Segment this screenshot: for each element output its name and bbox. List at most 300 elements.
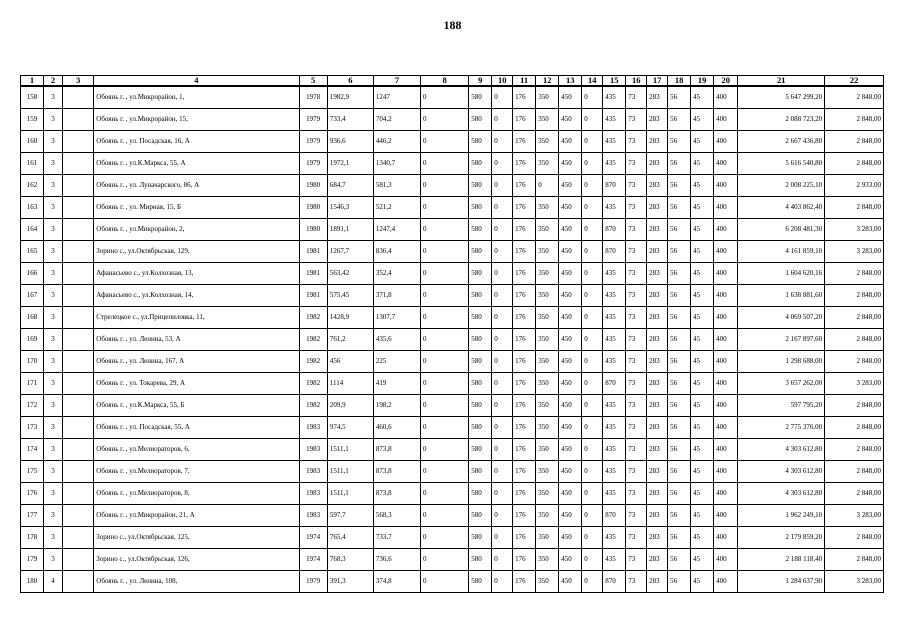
table-cell: 1983 <box>299 461 327 483</box>
table-cell: 400 <box>714 219 738 241</box>
table-cell: 3 <box>44 505 63 527</box>
table-cell: 169 <box>21 329 44 351</box>
table-cell: 0 <box>421 461 469 483</box>
table-cell: 2 848,00 <box>825 109 884 131</box>
table-cell: 0 <box>582 241 603 263</box>
table-cell: 580 <box>469 131 492 153</box>
table-cell: 435 <box>603 351 626 373</box>
table-cell: 580 <box>469 417 492 439</box>
table-cell: 2 848,00 <box>825 461 884 483</box>
table-cell: 176 <box>513 175 536 197</box>
table-cell: 350 <box>536 439 559 461</box>
table-cell: 56 <box>668 417 691 439</box>
column-header: 18 <box>668 76 691 87</box>
table-cell: 450 <box>559 153 582 175</box>
table-cell: 350 <box>536 109 559 131</box>
table-cell: 3 <box>44 197 63 219</box>
table-cell: 873,8 <box>373 461 420 483</box>
table-cell: 45 <box>691 571 714 593</box>
table-cell: 176 <box>513 417 536 439</box>
table-cell: 350 <box>536 571 559 593</box>
table-cell: Обоянь г. , ул.Микрорайон, 15, <box>94 109 299 131</box>
table-cell: 435 <box>603 285 626 307</box>
table-cell <box>62 527 93 549</box>
table-cell: 176 <box>513 219 536 241</box>
table-cell: 0 <box>492 549 513 571</box>
table-cell: 176 <box>513 307 536 329</box>
table-cell: 450 <box>559 505 582 527</box>
table-cell: 0 <box>492 395 513 417</box>
table-cell: 3 <box>44 131 63 153</box>
table-cell: Обоянь г. , ул. Токарева, 29, А <box>94 373 299 395</box>
table-cell: 0 <box>492 373 513 395</box>
table-cell: 3 <box>44 153 63 175</box>
table-cell: 450 <box>559 131 582 153</box>
table-row <box>21 549 884 571</box>
table-cell: 1 962 249,10 <box>738 505 825 527</box>
table-cell: 350 <box>536 417 559 439</box>
table-cell: Обоянь г. , ул.Микрорайон, 21, А <box>94 505 299 527</box>
table-cell: 171 <box>21 373 44 395</box>
table-cell: 1267,7 <box>327 241 373 263</box>
table-cell: 450 <box>559 109 582 131</box>
table-cell: 1979 <box>299 109 327 131</box>
table-cell: 56 <box>668 505 691 527</box>
table-cell: 45 <box>691 285 714 307</box>
table-cell: 521,2 <box>373 197 420 219</box>
table-cell: 374,8 <box>373 571 420 593</box>
table-cell: 435 <box>603 131 626 153</box>
table-header-row <box>21 76 884 87</box>
table-cell: 450 <box>559 373 582 395</box>
table-row <box>21 109 884 131</box>
table-cell: 0 <box>492 571 513 593</box>
table-cell: 45 <box>691 86 714 109</box>
table-cell: 45 <box>691 505 714 527</box>
table-cell: 400 <box>714 351 738 373</box>
table-cell: 350 <box>536 307 559 329</box>
table-cell: 400 <box>714 263 738 285</box>
table-cell: 2 848,00 <box>825 329 884 351</box>
column-header: 10 <box>492 76 513 87</box>
table-cell: 3 <box>44 263 63 285</box>
table-cell: 2 848,00 <box>825 197 884 219</box>
table-cell: 450 <box>559 175 582 197</box>
table-cell <box>62 549 93 571</box>
table-cell: 0 <box>421 439 469 461</box>
table-cell: 400 <box>714 197 738 219</box>
table-cell: 73 <box>626 153 647 175</box>
table-cell: 1 638 881,60 <box>738 285 825 307</box>
table-cell: 0 <box>582 351 603 373</box>
table-cell: 765,4 <box>327 527 373 549</box>
table-cell: 1982 <box>299 351 327 373</box>
table-cell: 0 <box>421 417 469 439</box>
table-cell <box>62 461 93 483</box>
table-body <box>21 86 884 593</box>
table-cell: 350 <box>536 219 559 241</box>
table-cell: 198,2 <box>373 395 420 417</box>
table-cell: 400 <box>714 86 738 109</box>
table-cell: 0 <box>421 505 469 527</box>
table-cell: 56 <box>668 285 691 307</box>
table-cell: 580 <box>469 175 492 197</box>
table-cell: 1307,7 <box>373 307 420 329</box>
table-cell: 0 <box>492 131 513 153</box>
table-cell: 0 <box>492 483 513 505</box>
table-cell: 3 283,00 <box>825 241 884 263</box>
table-cell: 1982 <box>299 329 327 351</box>
table-cell: 73 <box>626 549 647 571</box>
table-cell: 350 <box>536 241 559 263</box>
table-cell: 0 <box>421 285 469 307</box>
table-cell: 0 <box>492 505 513 527</box>
table-cell: Обоянь г. , ул.К.Маркса, 55, А <box>94 153 299 175</box>
table-cell: 56 <box>668 86 691 109</box>
table-cell: Обоянь г. , ул. Ленина, 167, А <box>94 351 299 373</box>
table-cell: 3 <box>44 175 63 197</box>
table-cell: 176 <box>513 439 536 461</box>
table-cell: Обоянь г. , ул.Мелиораторов, 7, <box>94 461 299 483</box>
table-cell: 73 <box>626 417 647 439</box>
table-cell: 2 008 225,10 <box>738 175 825 197</box>
table-row <box>21 505 884 527</box>
table-cell: 283 <box>647 86 668 109</box>
table-cell: 1981 <box>299 241 327 263</box>
table-cell: 73 <box>626 263 647 285</box>
table-cell: 45 <box>691 153 714 175</box>
table-cell: 56 <box>668 439 691 461</box>
table-cell: 2 848,00 <box>825 549 884 571</box>
table-cell: 176 <box>513 153 536 175</box>
table-cell: 1114 <box>327 373 373 395</box>
table-cell: 0 <box>582 109 603 131</box>
table-cell: 45 <box>691 263 714 285</box>
table-cell: 0 <box>582 373 603 395</box>
column-header: 4 <box>94 76 299 87</box>
column-header: 14 <box>582 76 603 87</box>
table-cell: 0 <box>492 439 513 461</box>
table-cell: 3 <box>44 417 63 439</box>
table-cell: 160 <box>21 131 44 153</box>
table-cell: 0 <box>421 197 469 219</box>
table-cell: 435 <box>603 549 626 571</box>
table-cell: 3 <box>44 241 63 263</box>
table-cell: 736,6 <box>373 549 420 571</box>
table-cell: 435 <box>603 483 626 505</box>
table-cell: 2 933,00 <box>825 175 884 197</box>
table-cell: 581,3 <box>373 175 420 197</box>
table-cell: 4 403 862,40 <box>738 197 825 219</box>
table-cell: 168 <box>21 307 44 329</box>
table-cell: Обоянь г. , ул. Мирная, 15, Б <box>94 197 299 219</box>
table-cell: 873,8 <box>373 439 420 461</box>
table-cell: 0 <box>421 131 469 153</box>
table-cell: 173 <box>21 417 44 439</box>
table-cell: 3 <box>44 549 63 571</box>
table-cell: 176 <box>513 197 536 219</box>
table-cell: 73 <box>626 373 647 395</box>
table-cell: 450 <box>559 86 582 109</box>
table-cell: 0 <box>582 461 603 483</box>
table-cell: 2 848,00 <box>825 351 884 373</box>
table-cell: 580 <box>469 505 492 527</box>
table-cell: 2 848,00 <box>825 439 884 461</box>
table-cell: 283 <box>647 483 668 505</box>
table-cell: 73 <box>626 86 647 109</box>
housing-register-table <box>20 75 884 593</box>
table-cell: Обоянь г. , ул. Ленина, 53, А <box>94 329 299 351</box>
table-cell: 400 <box>714 241 738 263</box>
table-cell: 450 <box>559 395 582 417</box>
table-cell: 450 <box>559 571 582 593</box>
table-cell: 0 <box>492 351 513 373</box>
table-cell: 1979 <box>299 153 327 175</box>
table-cell: 0 <box>421 351 469 373</box>
table-cell: Афанасьево с., ул.Колхозная, 13, <box>94 263 299 285</box>
table-cell: 0 <box>492 197 513 219</box>
table-row <box>21 417 884 439</box>
table-cell: 56 <box>668 153 691 175</box>
table-cell: 0 <box>582 219 603 241</box>
table-cell: 283 <box>647 109 668 131</box>
table-cell: 56 <box>668 307 691 329</box>
table-cell: 176 <box>513 483 536 505</box>
table-cell: 371,8 <box>373 285 420 307</box>
table-cell: 3 283,00 <box>825 373 884 395</box>
table-cell: 3 <box>44 483 63 505</box>
table-cell: 1340,7 <box>373 153 420 175</box>
table-cell: 435 <box>603 307 626 329</box>
table-cell: 597 795,20 <box>738 395 825 417</box>
table-cell: 580 <box>469 153 492 175</box>
table-cell: 350 <box>536 505 559 527</box>
table-cell: 56 <box>668 395 691 417</box>
table-cell: 0 <box>582 285 603 307</box>
table-cell: 580 <box>469 351 492 373</box>
table-cell: 400 <box>714 373 738 395</box>
table-cell: 450 <box>559 483 582 505</box>
table-cell: 580 <box>469 549 492 571</box>
table-cell: 2 775 376,00 <box>738 417 825 439</box>
table-cell: 580 <box>469 86 492 109</box>
table-cell: 400 <box>714 153 738 175</box>
table-cell: 0 <box>582 153 603 175</box>
table-cell: 73 <box>626 131 647 153</box>
table-cell: 283 <box>647 263 668 285</box>
table-cell: 158 <box>21 86 44 109</box>
table-row <box>21 461 884 483</box>
table-cell: 435 <box>603 109 626 131</box>
table-cell: 400 <box>714 483 738 505</box>
column-header: 6 <box>327 76 373 87</box>
table-cell: 225 <box>373 351 420 373</box>
table-cell: 176 <box>513 571 536 593</box>
table-cell: 45 <box>691 175 714 197</box>
table-cell: 283 <box>647 395 668 417</box>
table-cell: 435 <box>603 329 626 351</box>
table-cell: 0 <box>421 241 469 263</box>
column-header: 12 <box>536 76 559 87</box>
table-cell: 56 <box>668 263 691 285</box>
table-cell <box>62 373 93 395</box>
table-cell: 2 179 859,20 <box>738 527 825 549</box>
table-cell: 733,7 <box>373 527 420 549</box>
table-cell: 597,7 <box>327 505 373 527</box>
table-cell <box>62 219 93 241</box>
table-cell: 450 <box>559 263 582 285</box>
column-header: 3 <box>62 76 93 87</box>
table-cell: 0 <box>421 549 469 571</box>
table-cell: 1891,1 <box>327 219 373 241</box>
table-cell: 870 <box>603 175 626 197</box>
table-cell: 2 848,00 <box>825 131 884 153</box>
table-cell: 3 <box>44 439 63 461</box>
table-cell: 0 <box>582 505 603 527</box>
table-cell: 580 <box>469 241 492 263</box>
table-cell: Обоянь г. , ул.Мелиораторов, 6, <box>94 439 299 461</box>
table-cell: Афанасьево с., ул.Колхозная, 14, <box>94 285 299 307</box>
table-cell: 435 <box>603 153 626 175</box>
table-cell: 400 <box>714 175 738 197</box>
table-cell: 435,6 <box>373 329 420 351</box>
table-cell: 350 <box>536 549 559 571</box>
table-cell: 56 <box>668 483 691 505</box>
table-row <box>21 285 884 307</box>
table-cell: 400 <box>714 109 738 131</box>
table-cell: 176 <box>21 483 44 505</box>
table-cell: 350 <box>536 285 559 307</box>
table-cell: 3 283,00 <box>825 571 884 593</box>
table-cell: 435 <box>603 527 626 549</box>
table-cell: 0 <box>582 527 603 549</box>
column-header: 8 <box>421 76 469 87</box>
table-row <box>21 263 884 285</box>
table-cell: 400 <box>714 307 738 329</box>
table-cell: 45 <box>691 131 714 153</box>
table-cell: 4 <box>44 571 63 593</box>
column-header: 2 <box>44 76 63 87</box>
table-cell: 176 <box>513 395 536 417</box>
table-cell: 283 <box>647 153 668 175</box>
table-cell: Обоянь г. , ул.К.Маркса, 55, Б <box>94 395 299 417</box>
table-cell: 283 <box>647 197 668 219</box>
table-row <box>21 241 884 263</box>
table-cell: 3 657 262,00 <box>738 373 825 395</box>
table-cell: 176 <box>513 527 536 549</box>
table-row <box>21 571 884 593</box>
table-cell: 3 <box>44 285 63 307</box>
table-cell <box>62 153 93 175</box>
table-cell: 768,3 <box>327 549 373 571</box>
table-cell: 1983 <box>299 417 327 439</box>
column-header: 7 <box>373 76 420 87</box>
table-cell: Обоянь г. , ул. Ленина, 108, <box>94 571 299 593</box>
table-cell: 580 <box>469 109 492 131</box>
table-cell: 580 <box>469 395 492 417</box>
table-cell: 4 303 612,80 <box>738 461 825 483</box>
table-cell: 580 <box>469 461 492 483</box>
table-cell: 450 <box>559 241 582 263</box>
table-cell: 3 <box>44 351 63 373</box>
table-cell: 400 <box>714 505 738 527</box>
table-cell: Обоянь г. , ул. Луначарского, 86, А <box>94 175 299 197</box>
table-cell: 73 <box>626 329 647 351</box>
table-cell <box>62 175 93 197</box>
table-cell: 283 <box>647 505 668 527</box>
table-cell: 4 161 859,10 <box>738 241 825 263</box>
table-cell: 350 <box>536 483 559 505</box>
table-cell: 450 <box>559 219 582 241</box>
table-cell: 73 <box>626 351 647 373</box>
table-cell: 580 <box>469 571 492 593</box>
table-cell: 400 <box>714 439 738 461</box>
table-cell: 3 <box>44 329 63 351</box>
table-cell: 0 <box>421 395 469 417</box>
column-header: 11 <box>513 76 536 87</box>
table-cell: 3 <box>44 86 63 109</box>
table-row <box>21 395 884 417</box>
table-cell: 2 088 723,20 <box>738 109 825 131</box>
table-cell: 73 <box>626 483 647 505</box>
table-cell <box>62 395 93 417</box>
table-cell: 0 <box>582 86 603 109</box>
table-cell: 870 <box>603 571 626 593</box>
table-row <box>21 329 884 351</box>
table-cell: 456 <box>327 351 373 373</box>
table-cell: 73 <box>626 505 647 527</box>
table-cell: 45 <box>691 483 714 505</box>
table-cell: 283 <box>647 571 668 593</box>
table-cell: 3 <box>44 395 63 417</box>
table-cell: 179 <box>21 549 44 571</box>
table-cell: 2 848,00 <box>825 263 884 285</box>
table-cell: 2 167 897,60 <box>738 329 825 351</box>
table-cell: 0 <box>492 461 513 483</box>
table-cell: 435 <box>603 417 626 439</box>
table-cell: 176 <box>513 241 536 263</box>
table-cell: 3 283,00 <box>825 219 884 241</box>
table-cell: 56 <box>668 197 691 219</box>
table-cell: 870 <box>603 241 626 263</box>
table-cell <box>62 571 93 593</box>
table-cell: 4 303 612,80 <box>738 439 825 461</box>
table-cell: 159 <box>21 109 44 131</box>
table-cell: 1983 <box>299 439 327 461</box>
table-cell: Зорино с., ул.Октябрьская, 126, <box>94 549 299 571</box>
table-cell: 0 <box>421 109 469 131</box>
table-cell: 0 <box>421 263 469 285</box>
table-cell: 176 <box>513 329 536 351</box>
table-cell <box>62 241 93 263</box>
table-cell: 580 <box>469 285 492 307</box>
table-cell: 73 <box>626 307 647 329</box>
table-cell: Зорино с., ул.Октябрьская, 125, <box>94 527 299 549</box>
table-cell: 0 <box>421 175 469 197</box>
table-cell: 0 <box>492 307 513 329</box>
table-cell: 684,7 <box>327 175 373 197</box>
table-cell: 175 <box>21 461 44 483</box>
table-cell: 400 <box>714 285 738 307</box>
table-cell: 283 <box>647 307 668 329</box>
table-cell: 0 <box>582 395 603 417</box>
table-cell: 974,5 <box>327 417 373 439</box>
table-cell: 45 <box>691 307 714 329</box>
table-cell: 1983 <box>299 505 327 527</box>
page-number: 188 <box>443 18 462 32</box>
table-cell: 575,45 <box>327 285 373 307</box>
column-header: 20 <box>714 76 738 87</box>
